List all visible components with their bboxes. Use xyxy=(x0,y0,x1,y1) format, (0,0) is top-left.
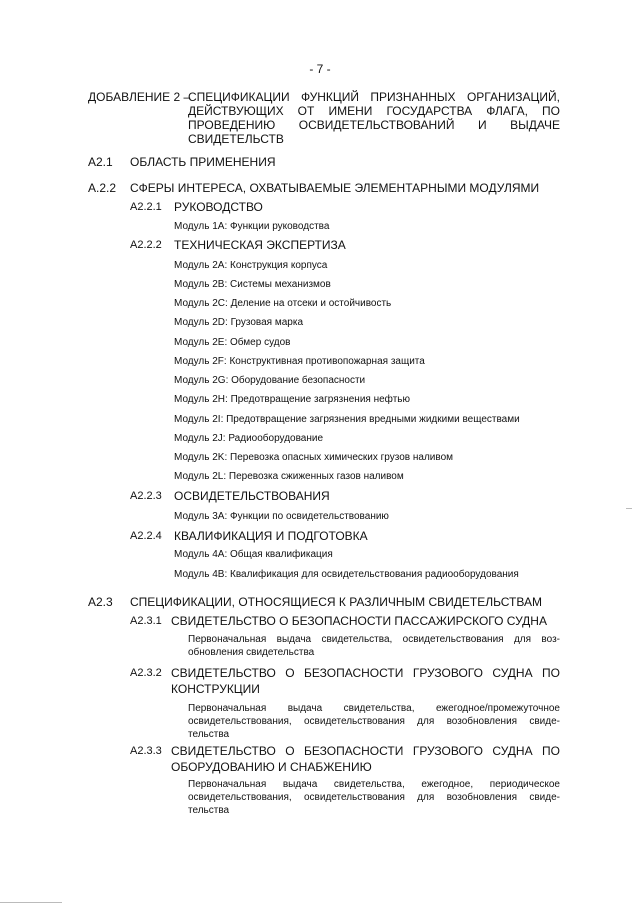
module-item: Модуль 1A: Функции руководства xyxy=(174,221,330,232)
subsection-heading: ТЕХНИЧЕСКАЯ ЭКСПЕРТИЗА xyxy=(174,238,346,252)
heading-line: КОНСТРУКЦИИ xyxy=(171,682,260,696)
module-item: Модуль 2J: Радиооборудование xyxy=(174,433,324,444)
paragraph-line: тельства xyxy=(188,805,230,816)
module-item: Модуль 3A: Функции по освидетельствованию xyxy=(174,511,389,522)
page-number: - 7 - xyxy=(309,62,331,76)
section-number: A.2.2 xyxy=(88,181,117,195)
subsection-number: A2.2.1 xyxy=(130,201,162,213)
annex-title-line: СВИДЕТЕЛЬСТВ xyxy=(188,132,284,146)
annex-title-line: ПРОВЕДЕНИЮ ОСВИДЕТЕЛЬСТВОВАНИЙ И ВЫДАЧЕ xyxy=(188,118,560,132)
heading-line: СВИДЕТЕЛЬСТВО О БЕЗОПАСНОСТИ ГРУЗОВОГО СУДНА ПО xyxy=(171,744,560,758)
module-item: Модуль 2C: Деление на отсеки и остойчивость xyxy=(174,298,392,309)
paragraph-line: Первоначальная выдача свидетельства, ежегодное/промежуточное xyxy=(188,703,560,714)
paragraph-line: Первоначальная выдача свидетельства, освидетельствования для воз- xyxy=(188,634,560,645)
module-item: Модуль 2K: Перевозка опасных химических грузов наливом xyxy=(174,452,453,463)
module-item: Модуль 4A: Общая квалификация xyxy=(174,549,333,560)
subsection-heading: ОСВИДЕТЕЛЬСТВОВАНИЯ xyxy=(174,489,330,503)
module-item: Модуль 2B: Системы механизмов xyxy=(174,279,331,290)
subsection-heading xyxy=(171,665,560,697)
subsection-number: A2.2.4 xyxy=(130,530,162,542)
paragraph-line: освидетельствования, освидетельствования для возобновления свиде- xyxy=(188,716,560,727)
subsection-number: A2.2.2 xyxy=(130,239,162,251)
section-number: A2.3 xyxy=(88,595,113,609)
module-item: Модуль 2F: Конструктивная противопожарная защита xyxy=(174,356,425,367)
scan-mark xyxy=(0,902,62,903)
paragraph-line: Первоначальная выдача свидетельства, ежегодное, периодическое xyxy=(188,779,560,790)
subsection-paragraph xyxy=(188,702,560,741)
heading-line: ОБОРУДОВАНИЮ И СНАБЖЕНИЮ xyxy=(171,760,372,774)
module-item: Модуль 2I: Предотвращение загрязнения вредными жидкими веществами xyxy=(174,414,520,425)
paragraph-line: освидетельствования, освидетельствования для возобновления свиде- xyxy=(188,792,560,803)
subsection-heading: РУКОВОДСТВО xyxy=(174,200,263,214)
subsection-number: A2.2.3 xyxy=(130,490,162,502)
annex-label: ДОБАВЛЕНИЕ 2 – xyxy=(88,90,191,104)
module-item: Модуль 2E: Обмер судов xyxy=(174,337,291,348)
subsection-heading xyxy=(171,743,560,775)
module-item: Модуль 2L: Перевозка сжиженных газов наливом xyxy=(174,471,404,482)
annex-title-line: ДЕЙСТВУЮЩИХ ОТ ИМЕНИ ГОСУДАРСТВА ФЛАГА, ПО xyxy=(188,104,560,118)
annex-title xyxy=(188,90,560,146)
subsection-heading: СВИДЕТЕЛЬСТВО О БЕЗОПАСНОСТИ ПАССАЖИРСКОГО СУДНА xyxy=(171,614,547,628)
scan-mark xyxy=(626,508,632,509)
paragraph-line: обновления свидетельства xyxy=(188,647,315,658)
section-number: A2.1 xyxy=(88,155,113,169)
section-heading: ОБЛАСТЬ ПРИМЕНЕНИЯ xyxy=(130,155,276,169)
module-item: Модуль 2D: Грузовая марка xyxy=(174,317,304,328)
module-item: Модуль 4B: Квалификация для освидетельствования радиооборудования xyxy=(174,569,519,580)
annex-title-line: СПЕЦИФИКАЦИИ ФУНКЦИЙ ПРИЗНАННЫХ ОРГАНИЗАЦИЙ, xyxy=(188,90,560,104)
subsection-number: A2.3.3 xyxy=(130,745,162,757)
module-item: Модуль 2G: Оборудование безопасности xyxy=(174,375,366,386)
subsection-paragraph xyxy=(188,778,560,817)
module-item: Модуль 2H: Предотвращение загрязнения нефтью xyxy=(174,394,410,405)
section-heading: СФЕРЫ ИНТЕРЕСА, ОХВАТЫВАЕМЫЕ ЭЛЕМЕНТАРНЫМИ МОДУЛЯМИ xyxy=(130,181,540,195)
subsection-number: A2.3.2 xyxy=(130,667,162,679)
paragraph-line: тельства xyxy=(188,729,230,740)
subsection-paragraph xyxy=(188,633,560,659)
subsection-heading: КВАЛИФИКАЦИЯ И ПОДГОТОВКА xyxy=(174,529,368,543)
module-item: Модуль 2A: Конструкция корпуса xyxy=(174,260,328,271)
subsection-number: A2.3.1 xyxy=(130,615,162,627)
section-heading: СПЕЦИФИКАЦИИ, ОТНОСЯЩИЕСЯ К РАЗЛИЧНЫМ СВИДЕТЕЛЬСТВАМ xyxy=(130,595,542,609)
heading-line: СВИДЕТЕЛЬСТВО О БЕЗОПАСНОСТИ ГРУЗОВОГО СУДНА ПО xyxy=(171,666,560,680)
